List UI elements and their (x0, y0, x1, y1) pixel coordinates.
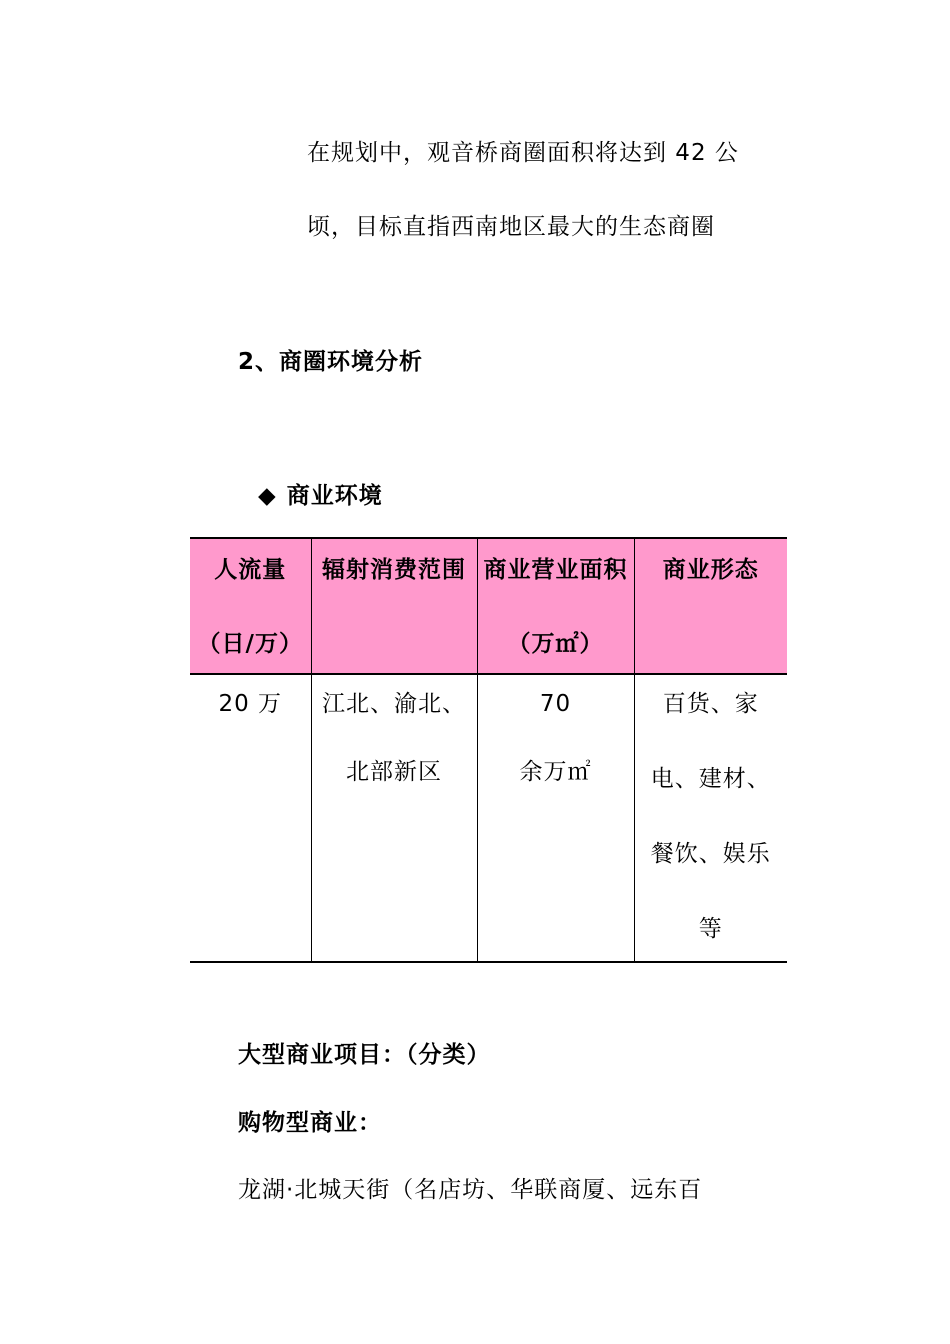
section-heading: 2、商圈环境分析 (238, 349, 424, 375)
business-environment-table (190, 537, 787, 963)
table-row (190, 674, 787, 962)
subsection-heading (258, 481, 383, 511)
cell-business-format (634, 674, 787, 962)
header-business-format (634, 538, 787, 674)
cell-text: 余万㎡ (519, 759, 592, 785)
cell-text: 餐饮、娱乐 (650, 841, 771, 867)
cell-business-area (477, 674, 634, 962)
header-text: 人流量 (214, 557, 287, 583)
cell-text: 北部新区 (346, 759, 442, 785)
header-business-area (477, 538, 634, 674)
cell-text: 20 万 (218, 691, 283, 717)
header-text: （万㎡） (507, 631, 604, 657)
header-text: 商业形态 (662, 557, 759, 583)
cell-text: 电、建材、 (650, 766, 771, 792)
intro-line-1: 在规划中，观音桥商圈面积将达到 42 公 (307, 140, 739, 166)
cell-text: 等 (698, 916, 723, 942)
cell-foot-traffic (190, 674, 311, 962)
header-text: 辐射消费范围 (322, 557, 466, 583)
cell-text: 百货、家 (662, 691, 759, 717)
diamond-bullet-icon: ◆ (258, 483, 277, 509)
table-header-row (190, 538, 787, 674)
cell-text: 70 (539, 691, 572, 717)
header-text: （日/万） (197, 631, 303, 657)
intro-line-2: 顷，目标直指西南地区最大的生态商圈 (307, 214, 715, 240)
header-text: 商业营业面积 (483, 557, 628, 583)
cell-text: 江北、渝北、 (322, 691, 466, 717)
subsection-heading-text: 商业环境 (286, 483, 383, 509)
shopping-description: 龙湖·北城天街（名店坊、华联商厦、远东百 (238, 1177, 703, 1203)
projects-heading: 大型商业项目：（分类） (238, 1042, 491, 1068)
shopping-heading: 购物型商业： (238, 1110, 382, 1136)
cell-consumption-radius (311, 674, 477, 962)
header-foot-traffic (190, 538, 311, 674)
header-consumption-radius (311, 538, 477, 674)
